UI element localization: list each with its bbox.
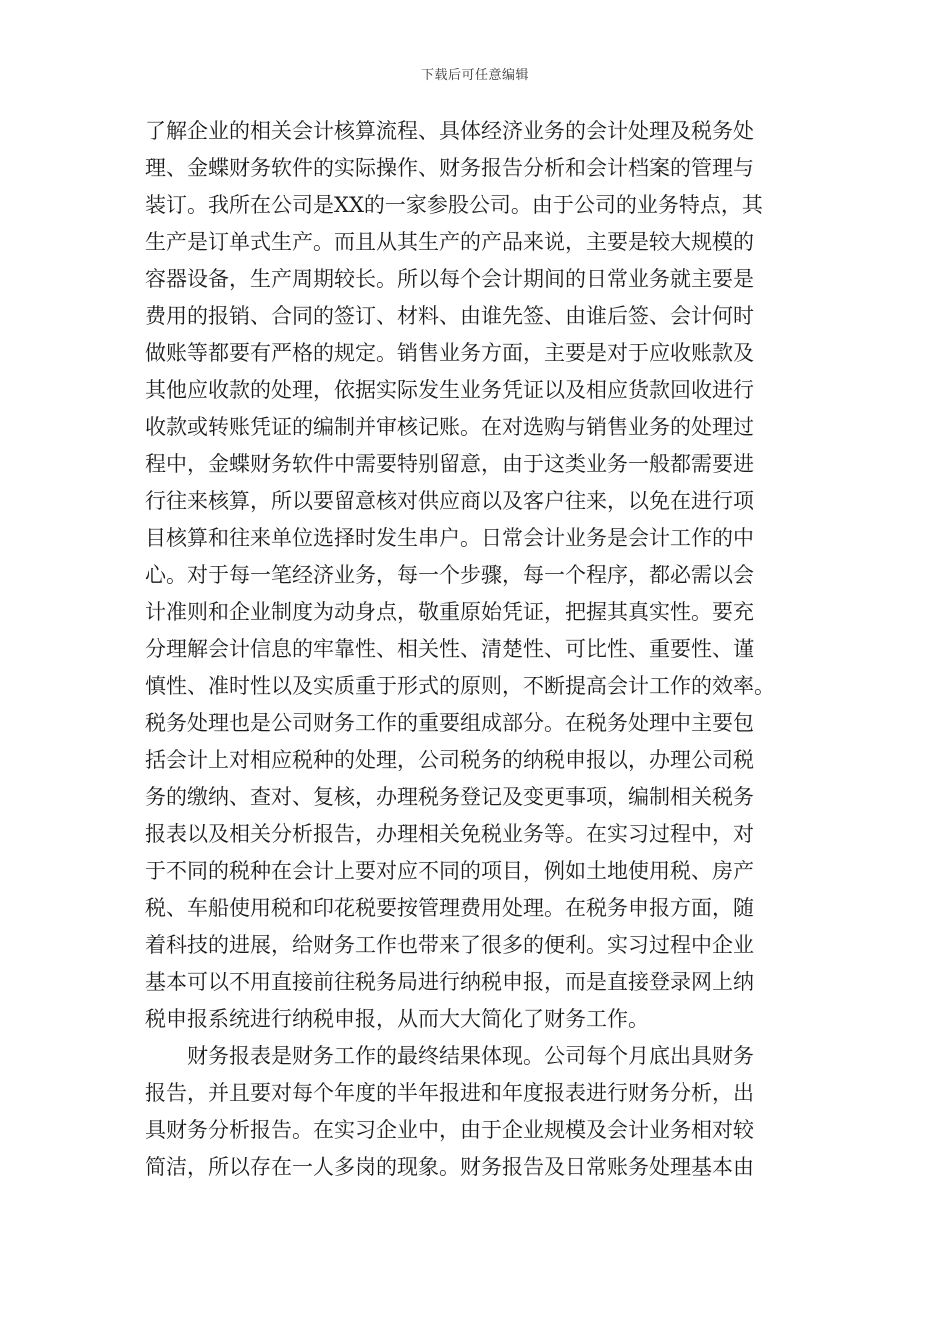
text-line: 着科技的进展，给财务工作也带来了很多的便利。实习过程中企业 — [145, 933, 754, 957]
text-line: 税申报系统进行纳税申报，从而大大简化了财务工作。 — [145, 1007, 649, 1031]
text-line: 报表以及相关分析报告，办理相关免税业务等。在实习过程中，对 — [145, 822, 754, 846]
text-line: 报告，并且要对每个年度的半年报进和年度报表进行财务分析，出 — [145, 1081, 754, 1105]
text-line: 计准则和企业制度为动身点，敬重原始凭证，把握其真实性。要充 — [145, 600, 754, 624]
text-line: 行往来核算，所以要留意核对供应商以及客户往来，以免在进行项 — [145, 489, 754, 513]
text-line: 容器设备，生产周期较长。所以每个会计期间的日常业务就主要是 — [145, 267, 754, 291]
text-line: 费用的报销、合同的签订、材料、由谁先签、由谁后签、会计何时 — [145, 304, 754, 328]
text-line: 括会计上对相应税种的处理，公司税务的纳税申报以，办理公司税 — [145, 748, 754, 772]
text-line: 简洁，所以存在一人多岗的现象。财务报告及日常账务处理基本由 — [145, 1155, 754, 1179]
text-line: 慎性、准时性以及实质重于形式的原则，不断提高会计工作的效率。 — [145, 674, 775, 698]
text-line: 了解企业的相关会计核算流程、具体经济业务的会计处理及税务处 — [145, 119, 754, 143]
text-line: 基本可以不用直接前往税务局进行纳税申报，而是直接登录网上纳 — [145, 970, 754, 994]
text-line: 装订。我所在公司是XX的一家参股公司。由于公司的业务特点，其 — [145, 193, 763, 217]
text-line: 税、车船使用税和印花税要按管理费用处理。在税务申报方面，随 — [145, 896, 754, 920]
text-line: 程中，金蝶财务软件中需要特别留意，由于这类业务一般都需要进 — [145, 452, 754, 476]
text-line: 务的缴纳、查对、复核，办理税务登记及变更事项，编制相关税务 — [145, 785, 754, 809]
text-line: 目核算和往来单位选择时发生串户。日常会计业务是会计工作的中 — [145, 526, 754, 550]
text-line: 收款或转账凭证的编制并审核记账。在对选购与销售业务的处理过 — [145, 415, 754, 439]
text-line: 具财务分析报告。在实习企业中，由于企业规模及会计业务相对较 — [145, 1118, 754, 1142]
text-line: 理、金蝶财务软件的实际操作、财务报告分析和会计档案的管理与 — [145, 156, 754, 180]
text-line: 于不同的税种在会计上要对应不同的项目，例如土地使用税、房产 — [145, 859, 754, 883]
text-line: 财务报表是财务工作的最终结果体现。公司每个月底出具财务 — [145, 1044, 754, 1068]
page-header: 下载后可任意编辑 — [420, 68, 529, 83]
text-line: 生产是订单式生产。而且从其生产的产品来说，主要是较大规模的 — [145, 230, 754, 254]
text-line: 心。对于每一笔经济业务，每一个步骤，每一个程序，都必需以会 — [145, 563, 754, 587]
text-line: 分理解会计信息的牢靠性、相关性、清楚性、可比性、重要性、谨 — [145, 637, 754, 661]
text-line: 做账等都要有严格的规定。销售业务方面，主要是对于应收账款及 — [145, 341, 754, 365]
text-line: 税务处理也是公司财务工作的重要组成部分。在税务处理中主要包 — [145, 711, 754, 735]
text-line: 其他应收款的处理，依据实际发生业务凭证以及相应货款回收进行 — [145, 378, 754, 402]
document-body — [145, 113, 825, 1186]
